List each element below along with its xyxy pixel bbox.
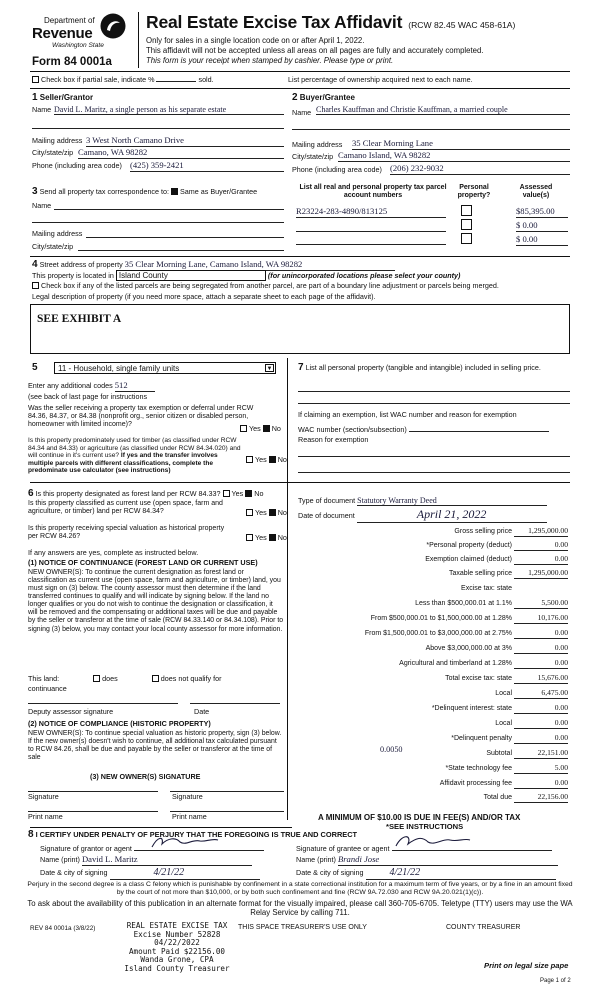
partial-sale-checkbox[interactable] [32,76,39,83]
print-legal-note: Print on legal size pape [484,961,569,970]
grantee-name-label: Name (print) [296,855,336,864]
perjury-notice [26,881,574,897]
assessed-value-3[interactable]: $ 0.00 [516,235,568,246]
ownership-instruction: List percentage of ownership acquired next to each name. [288,75,473,84]
tax-row-label: *Delinquent penalty [451,735,512,742]
notice2-title: (2) NOTICE OF COMPLIANCE (HISTORIC PROPERTY) [28,719,211,728]
grantor-signature-icon [150,834,220,850]
sec3-name-field[interactable] [32,202,284,210]
historic-yes-checkbox[interactable] [246,534,253,541]
continuance-label: continuance [28,684,67,693]
no-label: No [254,489,264,498]
reason-label: Reason for exemption [298,435,369,444]
grantee-date-row [296,867,556,880]
historic-no-checkbox[interactable] [269,534,276,541]
perjury-text: Perjury in the second degree is a class C felony which is punishable by confinement in a state correctional institution for a maximum term of five years, or by a fine in an amount fixed by the court of not more than $10,000, or by both such confinement and fine (RCW 9A.72.030 and RCW 9A.20.021(1)(c)). [27,881,573,896]
parcel-col-header: List all real and personal property tax parcel account numbers [299,184,447,200]
tax-row-value[interactable]: 0.00 [514,659,568,669]
tax-row-label: Above $3,000,000.00 at 3% [425,645,512,652]
tax-row-value[interactable]: 22,156.00 [514,793,568,803]
does-not-label: does not qualify for [160,674,222,683]
seller-name-label: Name [32,105,52,114]
buyer-phone-label: Phone (including area code) [292,165,382,174]
owner-print-label-2: Print name [172,812,207,821]
seller-phone-field[interactable] [32,162,284,170]
deputy-date-label: Date [194,707,210,716]
owner-print-label-1: Print name [28,812,63,821]
forest-land-row [28,488,263,500]
header-note-1: Only for sales in a single location code on or after April 1, 2022. [146,36,365,45]
logo-revenue: Revenue [32,25,93,42]
tax-row-value[interactable]: 0.00 [514,644,568,654]
header-note-3: This form is your receipt when stamped by cashier. Please type or print. [146,56,394,65]
does-qualify-checkbox[interactable] [93,675,100,682]
tax-row-value[interactable]: 5,500.00 [514,599,568,609]
current-use-no-checkbox[interactable] [269,509,276,516]
seller-phone-label: Phone (including area code) [32,161,122,170]
grantee-signature-icon [392,832,472,850]
seller-mail-value: 3 West North Camano Drive [86,136,284,147]
tax-row-label: Total due [483,794,512,801]
seller-city-value: Camano, WA 98282 [78,148,284,159]
exemption-claim-label: If claiming an exemption, list WAC number and reason for exemption [298,410,517,419]
if-yes-note: If any answers are yes, complete as instructed below. [28,548,199,557]
treasurer-stamp [118,922,236,973]
personal-property-line-1[interactable] [298,391,570,392]
owner-signature-label-2: Signature [172,792,203,801]
tax-row-value[interactable]: 1,295,000.00 [514,527,568,537]
historic-question: Is this property receiving special valuation as historical property per RCW 84.26? [28,525,225,541]
logo-dept-line: Department of [44,16,95,25]
county-select[interactable]: Island County [116,270,266,281]
tax-row-value[interactable]: 0.00 [514,541,568,551]
yes-label: Yes [255,533,267,542]
tax-row-value[interactable]: 0.00 [514,734,568,744]
sec3-num: 3 [32,186,38,197]
notice2-text: NEW OWNER(S): To continue special valuation as historic property, sign (3) below. If the new owner(s) doesn't wish to continue, all additional tax calculated pursuant to RCW 84.26, shall be due and payable by the seller or transferor at the time of sale [28,730,282,762]
assessed-value-1[interactable]: $85,395.00 [516,207,568,218]
wac-number-field[interactable] [298,425,549,434]
owner-signature-label-1: Signature [28,792,59,801]
buyer-name-field[interactable] [292,105,570,117]
segregated-row [32,282,499,290]
sec3-city-label: City/state/zip [32,242,74,251]
exemption-yes-no [240,425,281,433]
grantee-sig-label: Signature of grantee or agent [296,844,390,853]
land-qualifies-row [28,675,222,683]
yes-label: Yes [255,455,267,464]
timber-question-bold: If yes and the transfer involves multiple parcels with different classifications, complete the predominate use calculator (see instructions) [28,452,218,475]
timber-question-text: Is this property predominately used for timber (as classified under RCW 84.34 and 84.33) or agriculture (as classified under RCW 84.34.020) and will continue in it's current use? [28,437,241,460]
buyer-mail-field[interactable] [292,138,570,149]
exemption-question: Was the seller receiving a property tax exemption or deferral under RCW 84.36, 84.37, or 84.38 (nonprofit org., senior citizen or disabled person, homeowner with limited income)? [28,405,254,429]
buyer-title: Buyer/Grantee [299,93,355,102]
tax-row-label: From $1,500,000.01 to $3,000,000.00 at 2.75% [364,630,512,637]
sec3-name-label: Name [32,201,52,210]
segregated-label: Check box if any of the listed parcels are being segregated from another parcel, are part of a boundary line adjustment or parcels being merged. [41,281,499,290]
buyer-heading [292,92,355,104]
stamp-line: Wanda Grone, CPA [140,955,214,965]
sec3-mail-label: Mailing address [32,229,83,238]
form-title-row [146,12,515,32]
grantee-name-row [296,855,558,866]
notice1-text: NEW OWNER(S): To continue the current designation as forest land or classification as current use (open space, farm and agriculture, or timber) land, you must sign on (3) below. The county assessor must then determine if the land transferred continues to qualify and will indicate by signing below. If the land no longer qualifies or you do not wish to continue the designation or classification, it will be removed and the compensating or additional taxes will be due and payable by the seller or transferor at the time of sale (RCW 84.33.140 or 84.34.108). Prior to signing (3) below, you may contact your local county assessor for more information. [28,569,284,633]
sec8-num: 8 [28,829,34,840]
tax-row-value[interactable]: 1,295,000.00 [514,569,568,579]
legal-label: Legal description of property (if you need more space, attach a separate sheet to each page of the affidavit). [32,292,376,301]
tax-row-label: *State technology fee [445,765,512,772]
additional-codes-label: Enter any additional codes [28,381,113,390]
tax-row-label: From $500,000.01 to $1,500,000.00 at 1.28% [370,615,512,622]
partial-sale-row [32,76,214,86]
seller-name-value: David L. Maritz, a single person as his separate estate [54,105,284,115]
yes-label: Yes [255,508,267,517]
partial-sale-label: Check box if partial sale, indicate % [41,75,155,84]
parcel-number-1[interactable]: R23224-283-4890/813125 [296,207,446,218]
exemption-reason-field[interactable] [298,436,368,444]
wac-label: WAC number (section/subsection) [298,425,407,434]
does-not-qualify-checkbox[interactable] [152,675,159,682]
grantor-sig-label: Signature of grantor or agent [40,844,132,853]
seller-mail-label: Mailing address [32,136,83,145]
buyer-name-value: Charles Kauffman and Christie Kauffman, a married couple [316,105,570,115]
tax-row-label: Local [495,690,512,697]
tax-row-label: Local [495,720,512,727]
segregated-checkbox[interactable] [32,282,39,289]
buyer-city-label: City/state/zip [292,152,334,161]
page-number: Page 1 of 2 [540,978,571,984]
header-note-2: This affidavit will not be accepted unless all areas on all pages are fully and accurately completed. [146,46,484,55]
additional-codes-value[interactable]: 512 [115,381,155,392]
assessed-value-2[interactable]: $ 0.00 [516,221,568,232]
sec3-mail-field[interactable] [32,230,284,238]
sec6-num: 6 [28,488,34,499]
buyer-city-field[interactable] [292,150,570,161]
street-value[interactable]: 35 Clear Morning Lane, Camano Island, WA 98282 [125,260,395,271]
tax-row-label: Agricultural and timberland at 1.28% [399,660,512,667]
tax-row-label: Excise tax: state [461,585,512,592]
forest-land-question: Is this property designated as forest land per RCW 84.33? [35,489,221,498]
personal-property-checkbox-3[interactable] [461,233,472,244]
grantor-name-label: Name (print) [40,855,80,864]
seller-city-label: City/state/zip [32,148,74,157]
current-use-yes-checkbox[interactable] [246,509,253,516]
grantee-date-value[interactable]: 4/21/22 [366,867,556,880]
stamp-line: 04/22/2022 [154,938,200,948]
sec4-num: 4 [32,259,38,270]
dropdown-arrow-icon[interactable]: ▼ [266,366,273,372]
tax-row-label: Subtotal [486,750,512,757]
stamp-line: Island County Treasurer [124,963,230,973]
seller-heading [32,92,93,104]
forest-no-checkbox[interactable] [245,490,252,497]
stamp-line: Excise Number 52828 [133,929,221,939]
same-as-buyer-label: Same as Buyer/Grantee [180,187,258,196]
sec3-city-field[interactable] [32,243,284,251]
no-label: No [271,424,281,433]
notice1-title: (1) NOTICE OF CONTINUANCE (FOREST LAND OR CURRENT USE) [28,558,258,567]
personal-property-checkbox-2[interactable] [461,219,472,230]
tax-row-label: Total excise tax: state [445,675,512,682]
stamp-line: REAL ESTATE EXCISE TAX [126,921,228,930]
doc-type-row [298,496,547,506]
revision-label: REV 84 0001a (3/8/22) [30,925,96,932]
current-use-question: Is this property classified as current use (open space, farm and agriculture, or timber) land per RCW 84.34? [28,500,223,516]
unincorporated-note: (for unincorporated locations please select your county) [267,271,461,280]
grantor-date-value[interactable]: 4/21/22 [110,867,260,880]
sold-label: sold. [198,75,214,84]
tax-row-value[interactable]: 6,475.00 [514,689,568,699]
buyer-mail-value: 35 Clear Morning Lane [352,139,570,150]
tax-row-label: Less than $500,000.01 at 1.1% [415,600,512,607]
timber-no-checkbox[interactable] [269,456,276,463]
stamp-line: Amount Paid $22156.00 [128,946,225,956]
forest-yes-checkbox[interactable] [223,490,230,497]
deputy-date-line[interactable] [190,703,280,704]
certify-text: I CERTIFY UNDER PENALTY OF PERJURY THAT THE FOREGOING IS TRUE AND CORRECT [35,830,358,839]
assessed-col-header: Assessed value(s) [519,184,553,200]
personal-property-line-2[interactable] [298,403,570,404]
grantor-name-row [40,855,252,866]
legal-description-value: SEE EXHIBIT A [37,313,122,325]
sec7-num: 7 [298,362,304,373]
exemption-yes-checkbox[interactable] [240,425,247,432]
timber-yes-checkbox[interactable] [246,456,253,463]
tax-row-value[interactable]: 15,676.00 [514,674,568,684]
dor-logo [30,12,126,52]
grantor-date-label: Date & city of signing [40,868,108,877]
logo-state: Washington State [52,42,104,49]
seller-city-field[interactable] [32,149,284,157]
tax-row-label: Taxable selling price [448,570,512,577]
tax-row-label: Gross selling price [454,528,512,535]
minimum-due-note: A MINIMUM OF $10.00 IS DUE IN FEE(S) AND/OR TAX [318,813,521,822]
doc-date-row [298,508,547,523]
personal-property-checkbox-1[interactable] [461,205,472,216]
tax-row-value[interactable]: 0.00 [514,555,568,565]
deputy-signature-label: Deputy assessor signature [28,707,114,716]
historic-yes-no [246,534,287,542]
county-treasurer-label: COUNTY TREASURER [446,924,521,931]
does-label: does [102,674,118,683]
doc-date-label: Date of document [298,511,355,520]
additional-codes-row [28,381,155,392]
personal-col-header: Personal property? [457,184,491,200]
tax-row-value[interactable]: 22,151.00 [514,749,568,759]
parcel-number-3[interactable] [296,244,446,245]
seller-mail-field[interactable] [32,137,284,145]
seller-num: 1 [32,92,38,103]
grantor-name-value[interactable]: David L. Maritz [82,855,252,866]
wa-swirl-icon [100,13,126,39]
see-instructions-note: *SEE INSTRUCTIONS [386,822,464,831]
this-land-label: This land: [28,674,60,683]
timber-question [28,437,242,475]
new-owner-sig-title: (3) NEW OWNER(S) SIGNATURE [90,772,201,781]
buyer-phone-value: (206) 232-9032 [390,164,570,175]
tax-row-value[interactable]: 0.00 [514,779,568,789]
sec5-num: 5 [32,362,38,373]
parcel-number-2[interactable] [296,231,446,232]
buyer-name-label: Name [292,108,312,117]
tax-row-value[interactable]: 0.00 [514,629,568,639]
same-as-buyer-checkbox[interactable] [171,188,178,195]
use-code-select[interactable] [54,362,276,374]
sec7-label: List all personal property (tangible and intangible) included in selling price. [305,363,541,372]
tax-row-value[interactable]: 10,176.00 [514,614,568,624]
tax-row-label: *Personal property (deduct) [426,542,512,549]
sec3-text: Send all property tax correspondence to: [39,187,170,196]
doc-type-label: Type of document [298,496,356,505]
tax-row-label: *Delinquent interest: state [431,705,512,712]
tax-row-value[interactable]: 0.00 [514,719,568,729]
timber-yes-no [246,456,287,464]
see-back-note: (see back of last page for instructions [28,392,148,401]
availability-notice: To ask about the availability of this publication in an alternate format for the visually impaired, please call 360-705-6705. Teletype (TTY) users may use the WA Relay Service by calling 711. [27,899,573,917]
buyer-mail-label: Mailing address [292,140,343,149]
buyer-phone-field[interactable] [292,163,570,174]
doc-type-value[interactable]: Statutory Warranty Deed [357,496,547,506]
location-row [32,270,460,281]
doc-date-value[interactable]: April 21, 2022 [357,508,547,523]
tax-correspondence-row [32,186,257,198]
tax-row-value[interactable]: 5.00 [514,764,568,774]
deputy-signature-line[interactable] [28,703,178,704]
form-title: Real Estate Excise Tax Affidavit [146,12,403,32]
seller-name-field[interactable] [32,106,284,117]
no-label: No [277,533,287,542]
local-rate-value: 0.0050 [380,745,403,754]
sec7-text [298,362,570,374]
grantee-name-value[interactable]: Brandi Jose [338,855,558,866]
treasurer-only-label: THIS SPACE TREASURER'S USE ONLY [238,924,367,931]
no-label: No [277,455,287,464]
current-use-yes-no [246,509,287,517]
seller-title: Seller/Grantor [39,93,94,102]
seller-phone-value: (425) 359-2421 [130,161,284,172]
buyer-num: 2 [292,92,298,103]
legal-description-box[interactable] [30,304,570,354]
tax-row-value[interactable]: 0.00 [514,704,568,714]
no-label: No [277,508,287,517]
tax-row-label: Exemption claimed (deduct) [425,556,512,563]
use-code-value: 11 - Household, single family units [58,364,180,373]
grantor-date-row [40,867,260,880]
yes-label: Yes [231,489,244,498]
grantee-date-label: Date & city of signing [296,868,364,877]
tax-row-label: Affidavit processing fee [439,780,512,787]
street-label: Street address of property [39,260,123,269]
located-label: This property is located in [32,271,114,280]
buyer-city-value: Camano Island, WA 98282 [338,151,570,162]
form-number: Form 84 0001a [32,56,112,68]
form-statute: (RCW 82.45 WAC 458-61A) [408,20,516,30]
exemption-no-checkbox[interactable] [263,425,270,432]
yes-label: Yes [249,424,261,433]
